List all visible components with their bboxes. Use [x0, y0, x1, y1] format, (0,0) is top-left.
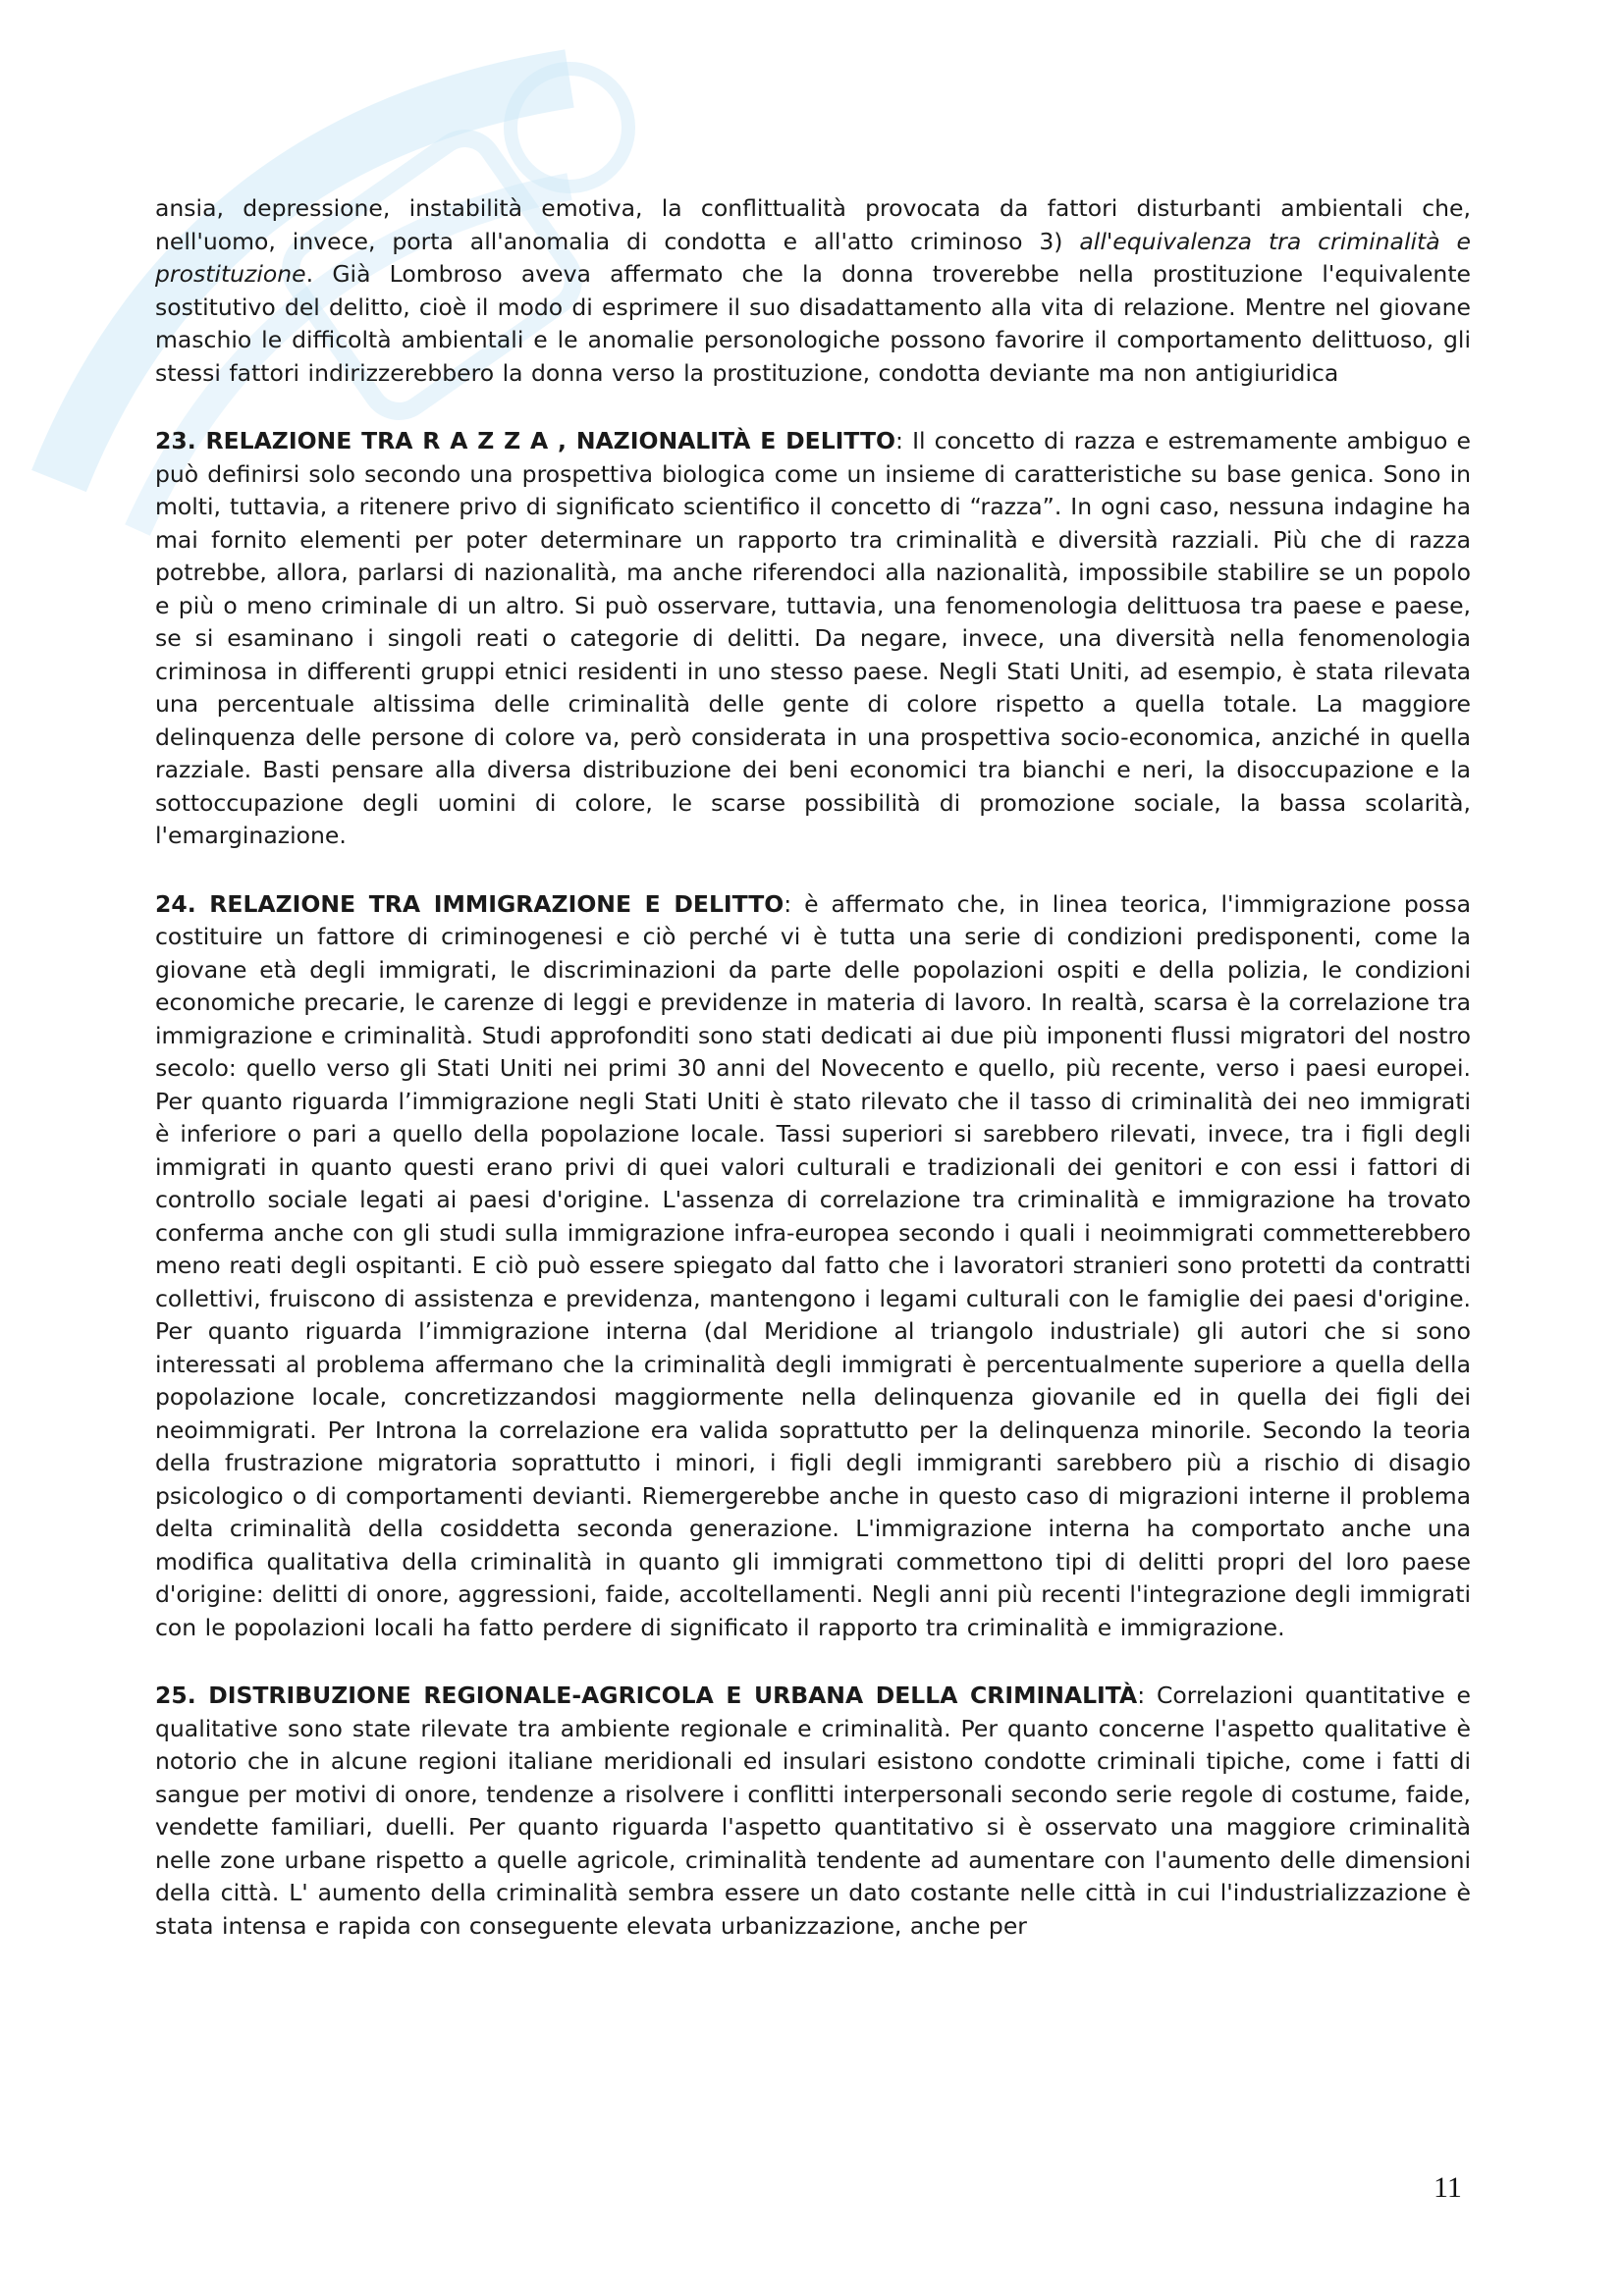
paragraph-24-immigrazione: [155, 888, 1471, 1645]
body-text: : è affermato che, in linea teorica, l'immigrazione possa costituire un fattore di criminogenesi e ciò perché vi è tutta una serie di condizioni predisponenti, come la giovane età degli immigrati, le discriminazioni da parte delle popolazioni ospiti e della polizia, le condizioni economiche precarie, le carenze di leggi e previdenze in materia di lavoro. In realtà, scarsa è la correlazione tra immigrazione e criminalità. Studi approfonditi sono stati dedicati ai due più imponenti flussi migratori del nostro secolo: quello verso gli Stati Uniti nei primi 30 anni del Novecento e quello, più recente, verso i paesi europei. Per quanto riguarda l’immigrazione negli Stati Uniti è stato rilevato che il tasso di criminalità dei neo immigrati è inferiore o pari a quello della popolazione locale. Tassi superiori si sarebbero rilevati, invece, tra i figli degli immigrati in quanto questi erano privi di quei valori culturali e tradizionali dei genitori e con essi i fattori di controllo sociale legati ai paesi d'origine. L'assenza di correlazione tra criminalità e immigrazione ha trovato conferma anche con gli studi sulla immigrazione infra-europea secondo i quali i neoimmigrati commetterebbero meno reati degli ospitanti. E ciò può essere spiegato dal fatto che i lavoratori stranieri sono protetti da contratti collettivi, fruiscono di assistenza e previdenza, mantengono i legami culturali con le famiglie dei paesi d'origine. Per quanto riguarda l’immigrazione interna (dal Meridione al triangolo industriale) gli autori che si sono interessati al problema affermano che la criminalità degli immigrati è percentualmente superiore a quella della popolazione locale, concretizzandosi maggiormente nella delinquenza giovanile ed in quella dei figli dei neoimmigrati. Per Introna la correlazione era valida soprattutto per la delinquenza minorile. Secondo la teoria della frustrazione migratoria soprattutto i minori, i figli degli immigranti sarebbero più a rischio di disagio psicologico o di comportamenti devianti. Riemergerebbe anche in questo caso di migrazioni interne il problema delta criminalità della cosiddetta seconda generazione. L'immigrazione interna ha comportato anche una modifica qualitativa della criminalità in quanto gli immigrati commettono tipi di delitti propri del loro paese d'origine: delitti di onore, aggressioni, faide, accoltellamenti. Negli anni più recenti l'integrazione degli immigrati con le popolazioni locali ha fatto perdere di significato il rapporto tra criminalità e immigrazione.: [155, 889, 1472, 1641]
paragraph-23-razza-nazionalita: [155, 425, 1471, 853]
body-text: : Correlazioni quantitative e qualitative sono state rilevate tra ambiente regionale e criminalità. Per quanto concerne l'aspetto qualitative è notorio che in alcune regioni italiane meridionali ed insulari esistono condotte criminali tipiche, come i fatti di sangue per motivi di onore, tendenze a risolvere i conflitti interpersonali secondo serie regole di costume, faide, vendette familiari, duelli. Per quanto riguarda l'aspetto quantitativo si è osservato una maggiore criminalità nelle zone urbane rispetto a quelle agricole, criminalità tendente ad aumentare con l'aumento delle dimensioni della città. L' aumento della criminalità sembra essere un dato costante nelle città in cui l'industrializzazione è stata intensa e rapida con conseguente elevata urbanizzazione, anche per: [155, 1682, 1471, 1940]
body-text: : Il concetto di razza e estremamente ambiguo e può definirsi solo secondo una prospettiva biologica come un insieme di caratteristiche su base genica. Sono in molti, tuttavia, a ritenere privo di significato scientifico il concetto di “razza”. In ogni caso, nessuna indagine ha mai fornito elementi per poter determinare un rapporto tra criminalità e diversità razziali. Più che di razza potrebbe, allora, parlarsi di nazionalità, ma anche riferendoci alla nazionalità, impossibile stabilire se un popolo e più o meno criminale di un altro. Si può osservare, tuttavia, una fenomenologia delittuosa tra paese e paese, se si esaminano i singoli reati o categorie di delitti. Da negare, invece, una diversità nella fenomenologia criminosa in differenti gruppi etnici residenti in uno stesso paese. Negli Stati Uniti, ad esempio, è stata rilevata una percentuale altissima delle criminalità delle gente di colore rispetto a quella totale. La maggiore delinquenza delle persone di colore va, però considerata in una prospettiva socio-economica, anziché in quella razziale. Basti pensare alla diversa distribuzione dei beni economici tra bianchi e neri, la disoccupazione e la sottoccupazione degli uomini di colore, le scarse possibilità di promozione sociale, la bassa scolarità, l'emarginazione.: [155, 427, 1471, 849]
watermark-circle: [511, 69, 628, 187]
paragraph-25-distribuzione-regionale: [155, 1680, 1471, 1943]
paragraph-intro: [155, 192, 1471, 390]
emphasis-text: all'equivalenza tra criminalità e prostituzione: [155, 227, 1471, 288]
body-text: . Già Lombroso aveva affermato che la donna troverebbe nella prostituzione l'equivalente sostitutivo del delitto, cioè il modo di esprimere il suo disadattamento alla vita di relazione. Mentre nel giovane maschio le difficoltà ambientali e le anomalie personologiche possono favorire il comportamento delittuoso, gli stessi fattori indirizzerebbero la donna verso la prostituzione, condotta deviante ma non antigiuridica: [155, 260, 1471, 387]
body-text: ansia, depressione, instabilità emotiva, la conflittualità provocata da fattori disturbanti ambientali che, nell'uomo, invece, porta all'anomalia di condotta e all'atto criminoso 3): [155, 194, 1471, 255]
document-page: [155, 192, 1471, 1978]
section-heading: 24. RELAZIONE TRA IMMIGRAZIONE E DELITTO: [155, 889, 784, 918]
page-number: 11: [1434, 2171, 1462, 2204]
section-heading: 25. DISTRIBUZIONE REGIONALE-AGRICOLA E URBANA DELLA CRIMINALITÀ: [155, 1682, 1138, 1709]
section-heading: 23. RELAZIONE TRA R A Z Z A , NAZIONALITÀ E DELITTO: [155, 427, 896, 454]
